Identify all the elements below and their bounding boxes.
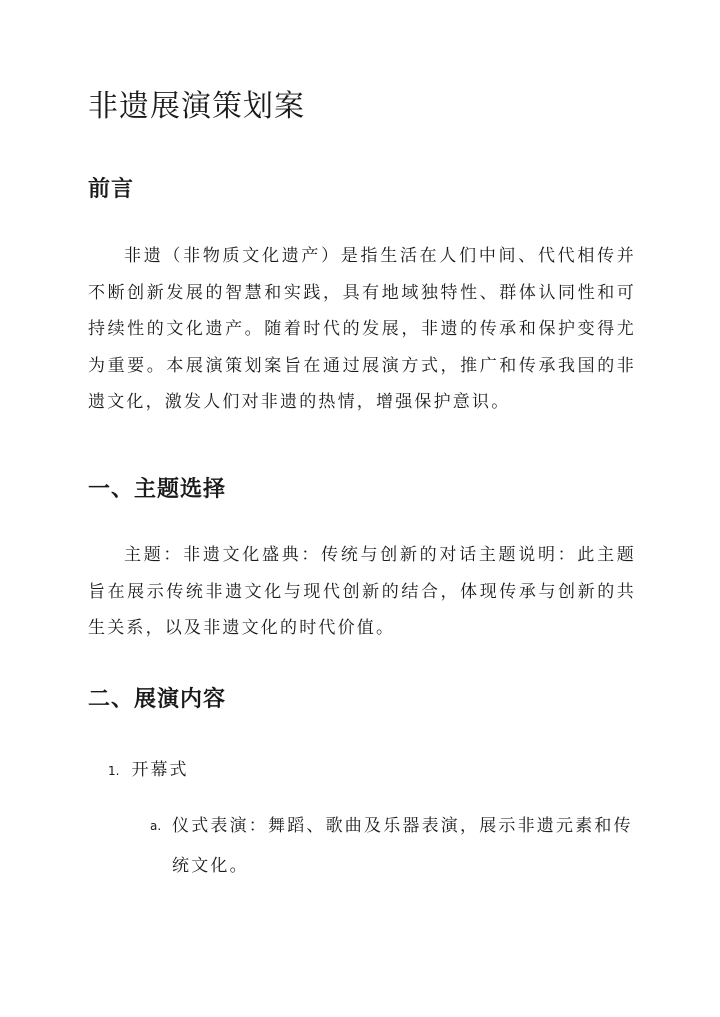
document-title: 非遗展演策划案 — [88, 89, 305, 124]
section-heading-preface: 前言 — [88, 177, 135, 202]
sub-list-item-text: 仪式表演：舞蹈、歌曲及乐器表演，展示非遗元素和传统文化。 — [172, 816, 633, 876]
preface-paragraph: 非遗（非物质文化遗产）是指生活在人们中间、代代相传并不断创新发展的智慧和实践，具有地域独特性、群体认同性和可持续性的文化遗产。随着时代的发展，非遗的传承和保护变得尤为重要。本展演策划案旨在通过展演方式，推广和传承我国的非遗文化，激发人们对非遗的热情，增强保护意识。 — [88, 246, 636, 412]
sub-list-item-letter: a. — [150, 819, 162, 833]
sub-list-item-ceremony — [150, 806, 636, 886]
list-item-label: 开幕式 — [131, 760, 189, 780]
theme-paragraph: 主题：非遗文化盛典：传统与创新的对话主题说明：此主题旨在展示传统非遗文化与现代创新的结合，体现传承与创新的共生关系，以及非遗文化的时代价值。 — [88, 545, 636, 638]
list-item-opening — [108, 754, 188, 787]
section-heading-content: 二、展演内容 — [88, 687, 227, 712]
list-item-number: 1. — [108, 764, 120, 778]
section-heading-theme: 一、主题选择 — [88, 477, 227, 502]
